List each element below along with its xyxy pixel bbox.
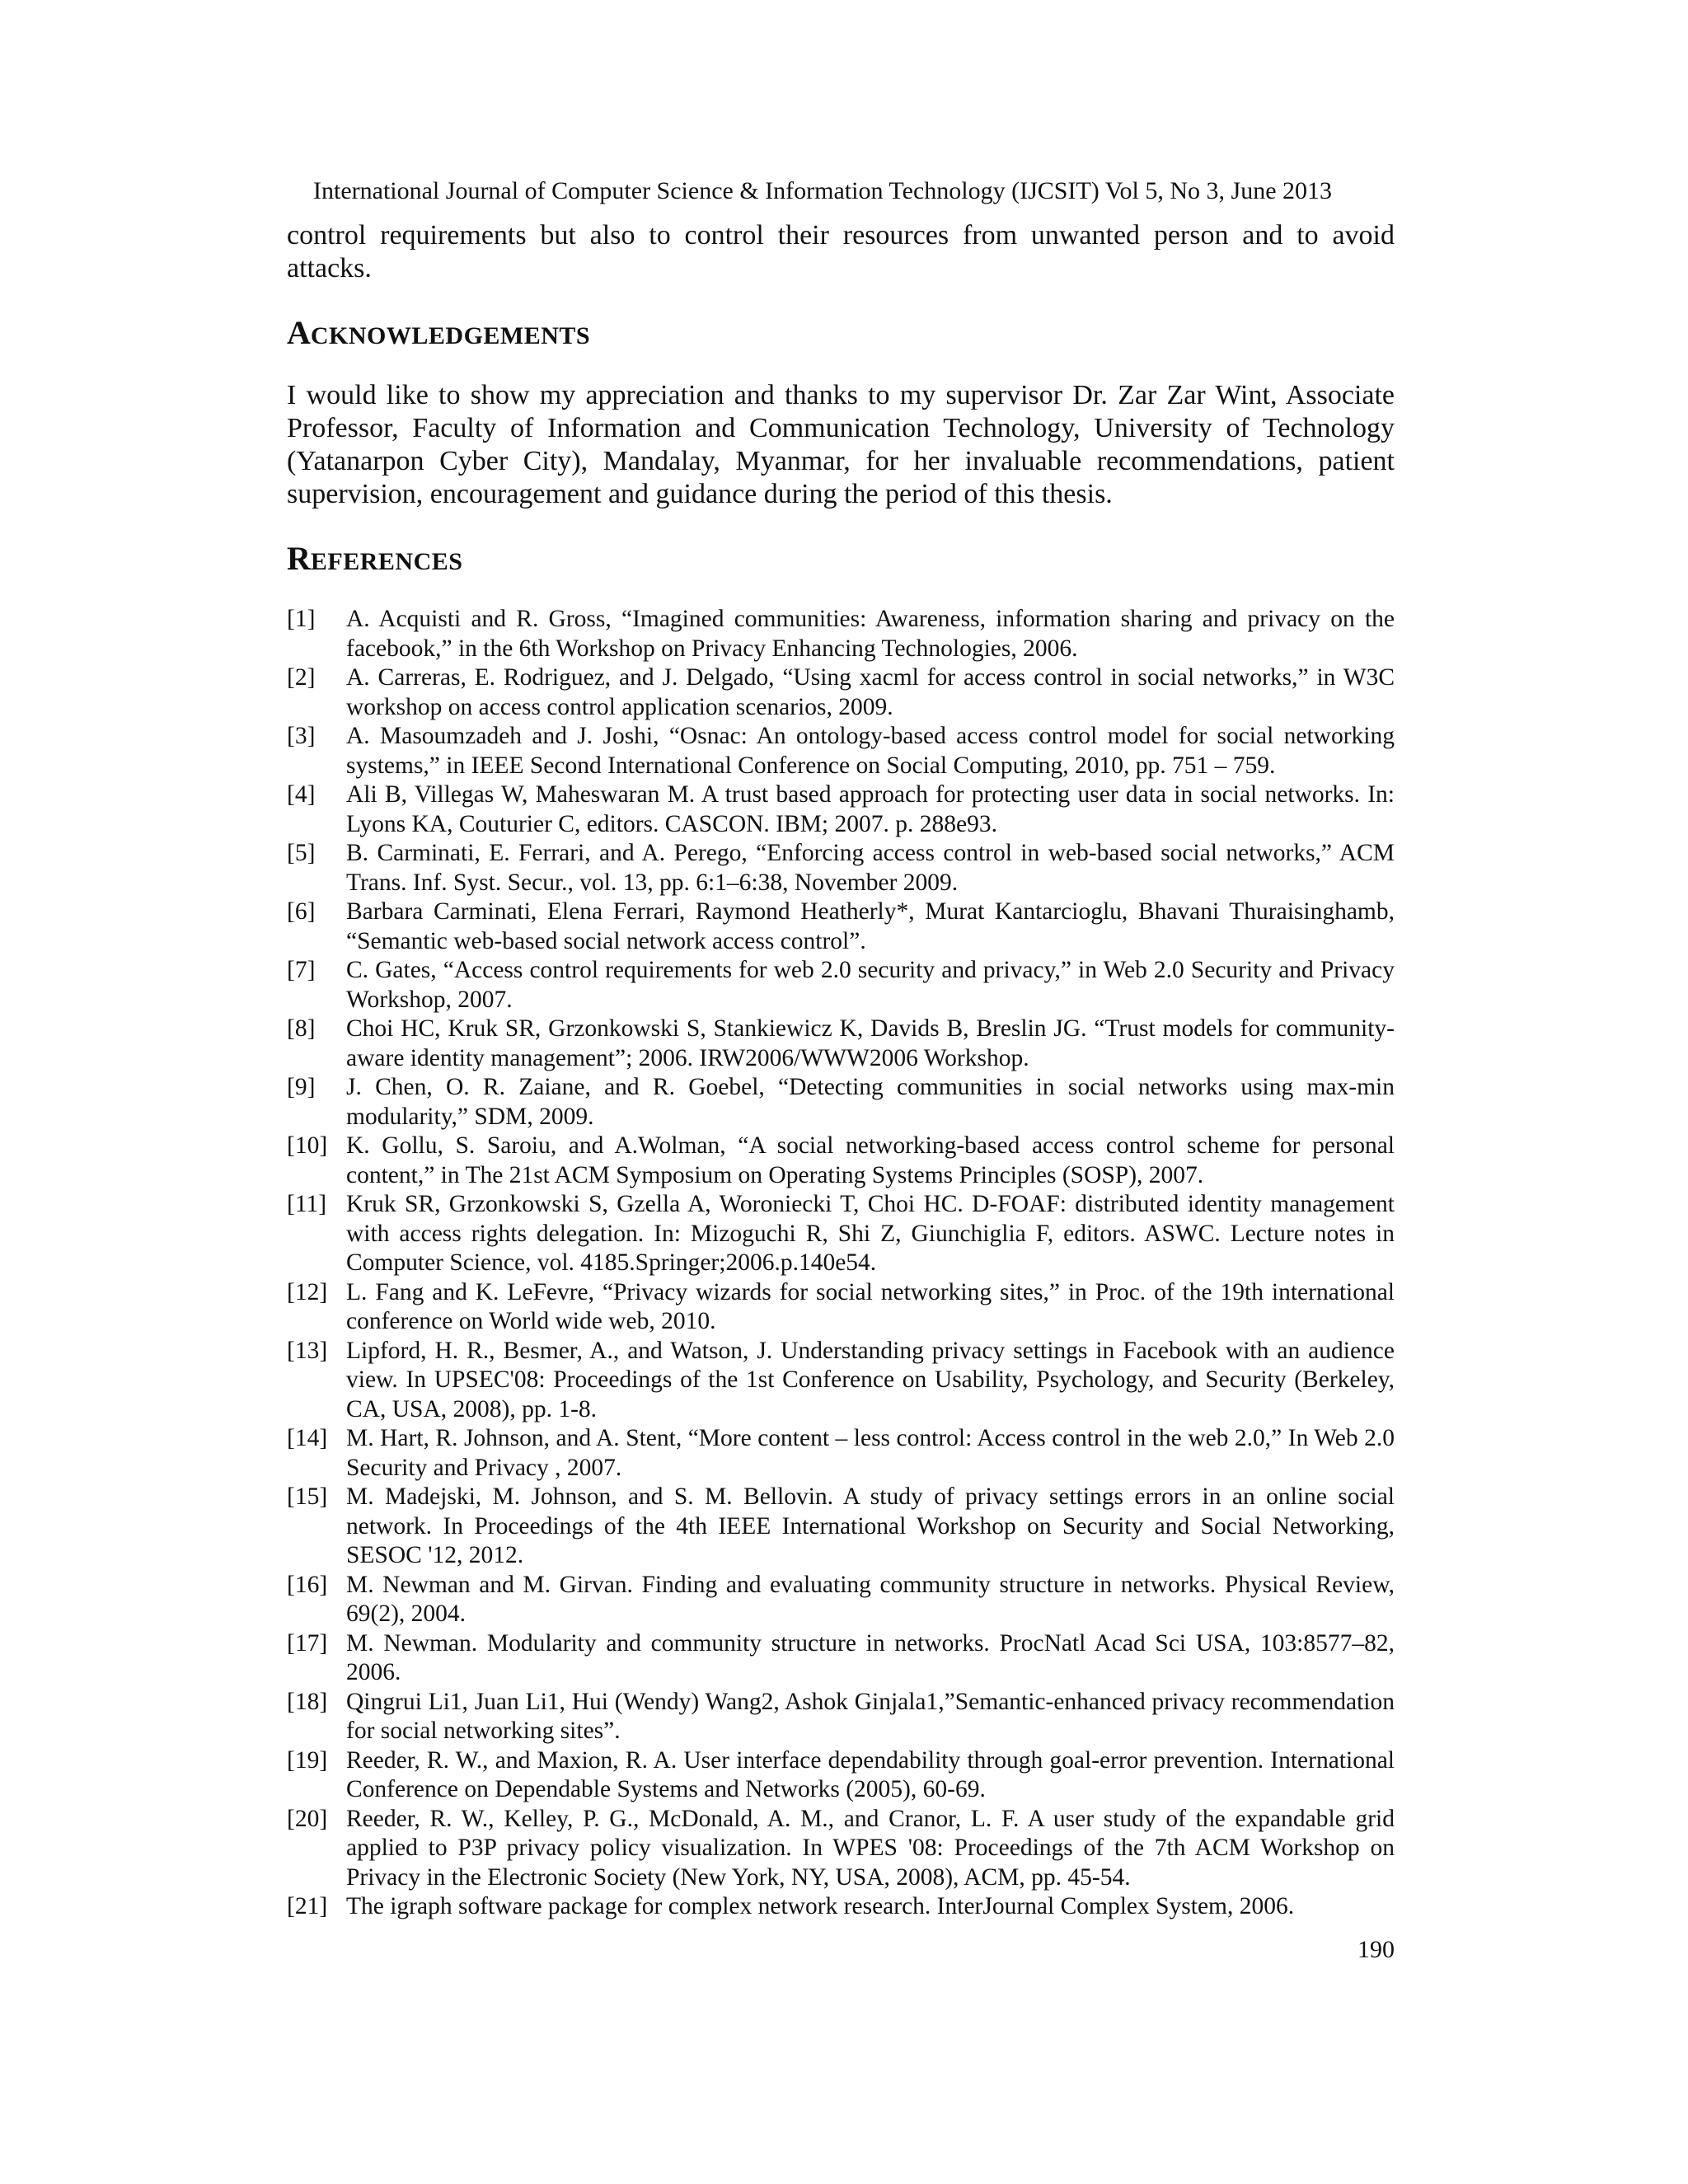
reference-number: [2] bbox=[287, 664, 316, 691]
reference-text: M. Hart, R. Johnson, and A. Stent, “More content – less control: Access control in the web 2.0,” In Web 2.0 Security and Privacy , 2007. bbox=[346, 1425, 1395, 1481]
reference-item bbox=[287, 1629, 1395, 1688]
reference-item bbox=[287, 1805, 1395, 1893]
reference-item bbox=[287, 839, 1395, 898]
acknowledgements-heading-cap: A bbox=[287, 314, 311, 351]
reference-item bbox=[287, 1688, 1395, 1746]
reference-number: [5] bbox=[287, 840, 316, 866]
reference-text: Ali B, Villegas W, Maheswaran M. A trust based approach for protecting user data in social networks. In: Lyons KA, Couturier C, editors. CASCON. IBM; 2007. p. 288e93. bbox=[346, 781, 1395, 837]
reference-number: [1] bbox=[287, 606, 316, 632]
page-number: 190 bbox=[1357, 1936, 1395, 1963]
reference-item bbox=[287, 1190, 1395, 1278]
reference-text: L. Fang and K. LeFevre, “Privacy wizards for social networking sites,” in Proc. of the 19th international conference on World wide web, 2010. bbox=[346, 1278, 1395, 1334]
reference-number: [16] bbox=[287, 1571, 328, 1598]
intro-paragraph: control requirements but also to control their resources from unwanted person and to avoid attacks. bbox=[287, 220, 1395, 284]
reference-text: K. Gollu, S. Saroiu, and A.Wolman, “A social networking-based access control scheme for personal content,” in The 21st ACM Symposium on Operating Systems Principles (SOSP), 2007. bbox=[346, 1132, 1395, 1188]
reference-item bbox=[287, 605, 1395, 663]
reference-text: M. Newman. Modularity and community structure in networks. ProcNatl Acad Sci USA, 103:8577–82, 2006. bbox=[346, 1629, 1395, 1685]
reference-number: [10] bbox=[287, 1132, 328, 1159]
reference-text: Barbara Carminati, Elena Ferrari, Raymond Heatherly*, Murat Kantarcioglu, Bhavani Thuraisinghamb, “Semantic web-based social network access control”. bbox=[346, 898, 1395, 954]
reference-item bbox=[287, 1073, 1395, 1132]
reference-number: [20] bbox=[287, 1805, 328, 1832]
reference-text: A. Masoumzadeh and J. Joshi, “Osnac: An ontology-based access control model for social networking systems,” in IEEE Second International Conference on Social Computing, 2010, pp. 751 – 759. bbox=[346, 723, 1395, 779]
reference-text: The igraph software package for complex network research. InterJournal Complex System, 2006. bbox=[346, 1893, 1295, 1919]
reference-text: M. Madejski, M. Johnson, and S. M. Bellovin. A study of privacy settings errors in an online social network. In Proceedings of the 4th IEEE International Workshop on Security and Social Networking, SESOC '12, 2012. bbox=[346, 1483, 1395, 1568]
reference-number: [15] bbox=[287, 1483, 328, 1510]
reference-item bbox=[287, 722, 1395, 780]
reference-item bbox=[287, 1278, 1395, 1337]
reference-number: [19] bbox=[287, 1746, 328, 1774]
reference-item bbox=[287, 1483, 1395, 1571]
reference-item bbox=[287, 1746, 1395, 1805]
acknowledgements-heading bbox=[287, 315, 1395, 354]
reference-text: C. Gates, “Access control requirements for web 2.0 security and privacy,” in Web 2.0 Security and Privacy Workshop, 2007. bbox=[346, 957, 1395, 1013]
reference-text: Reeder, R. W., and Maxion, R. A. User interface dependability through goal-error prevention. International Conference on Dependable Systems and Networks (2005), 60-69. bbox=[346, 1746, 1395, 1802]
reference-number: [17] bbox=[287, 1629, 328, 1657]
running-header: International Journal of Computer Science & Information Technology (IJCSIT) Vol 5, No 3, June 2013 bbox=[313, 177, 1333, 204]
reference-text: Qingrui Li1, Juan Li1, Hui (Wendy) Wang2, Ashok Ginjala1,”Semantic-enhanced privacy recommendation for social networking sites”. bbox=[346, 1688, 1395, 1744]
reference-text: Lipford, H. R., Besmer, A., and Watson, J. Understanding privacy settings in Facebook with an audience view. In UPSEC'08: Proceedings of the 1st Conference on Usability, Psychology, and Security (Berkeley, CA, USA, 2008), pp. 1-8. bbox=[346, 1337, 1395, 1422]
reference-number: [9] bbox=[287, 1074, 316, 1100]
reference-item bbox=[287, 1132, 1395, 1190]
reference-text: Kruk SR, Grzonkowski S, Gzella A, Woroniecki T, Choi HC. D-FOAF: distributed identity management with access rights delegation. In: Mizoguchi R, Shi Z, Giunchiglia F, editors. ASWC. Lecture notes in Computer Science, vol. 4185.Springer;2006.p.140e54. bbox=[346, 1191, 1395, 1276]
reference-number: [3] bbox=[287, 723, 316, 749]
reference-number: [6] bbox=[287, 898, 316, 925]
reference-number: [13] bbox=[287, 1337, 328, 1364]
reference-number: [14] bbox=[287, 1425, 328, 1451]
reference-item bbox=[287, 1424, 1395, 1483]
reference-text: A. Acquisti and R. Gross, “Imagined communities: Awareness, information sharing and privacy on the facebook,” in the 6th Workshop on Privacy Enhancing Technologies, 2006. bbox=[346, 606, 1395, 662]
acknowledgements-heading-rest: CKNOWLEDGEMENTS bbox=[310, 322, 591, 349]
reference-number: [8] bbox=[287, 1015, 316, 1042]
reference-item bbox=[287, 663, 1395, 722]
reference-text: M. Newman and M. Girvan. Finding and evaluating community structure in networks. Physical Review, 69(2), 2004. bbox=[346, 1571, 1395, 1627]
reference-item bbox=[287, 1015, 1395, 1073]
reference-number: [21] bbox=[287, 1893, 328, 1919]
reference-text: A. Carreras, E. Rodriguez, and J. Delgado, “Using xacml for access control in social networks,” in W3C workshop on access control application scenarios, 2009. bbox=[346, 664, 1395, 720]
reference-item bbox=[287, 1892, 1395, 1922]
reference-text: J. Chen, O. R. Zaiane, and R. Goebel, “Detecting communities in social networks using max-min modularity,” SDM, 2009. bbox=[346, 1074, 1395, 1130]
reference-text: Reeder, R. W., Kelley, P. G., McDonald, A. M., and Cranor, L. F. A user study of the expandable grid applied to P3P privacy policy visualization. In WPES '08: Proceedings of the 7th ACM Workshop on Privacy in the Electronic Society (New York, NY, USA, 2008), ACM, pp. 45-54. bbox=[346, 1805, 1395, 1891]
reference-number: [18] bbox=[287, 1688, 328, 1715]
references-heading-cap: R bbox=[287, 540, 311, 577]
reference-list bbox=[287, 605, 1395, 1922]
reference-number: [4] bbox=[287, 781, 316, 808]
reference-text: B. Carminati, E. Ferrari, and A. Perego, “Enforcing access control in web-based social networks,” ACM Trans. Inf. Syst. Secur., vol. 13, pp. 6:1–6:38, November 2009. bbox=[346, 840, 1395, 896]
reference-item bbox=[287, 898, 1395, 956]
page-content bbox=[287, 219, 1395, 1922]
references-heading-rest: EFERENCES bbox=[310, 548, 463, 575]
references-heading bbox=[287, 541, 1395, 580]
reference-item bbox=[287, 1571, 1395, 1629]
reference-item bbox=[287, 1337, 1395, 1425]
reference-item bbox=[287, 956, 1395, 1015]
reference-item bbox=[287, 780, 1395, 839]
reference-number: [12] bbox=[287, 1278, 328, 1305]
acknowledgements-paragraph: I would like to show my appreciation and thanks to my supervisor Dr. Zar Zar Wint, Associate Professor, Faculty of Information and Communication Technology, University of Technology (Yatanarpon Cyber City), Mandalay, Myanmar, for her invaluable recommendations, patient supervision, encouragement and guidance during the period of this thesis. bbox=[287, 380, 1395, 509]
reference-text: Choi HC, Kruk SR, Grzonkowski S, Stankiewicz K, Davids B, Breslin JG. “Trust models for community-aware identity management”; 2006. IRW2006/WWW2006 Workshop. bbox=[346, 1015, 1395, 1071]
reference-number: [7] bbox=[287, 957, 316, 983]
reference-number: [11] bbox=[287, 1191, 327, 1217]
